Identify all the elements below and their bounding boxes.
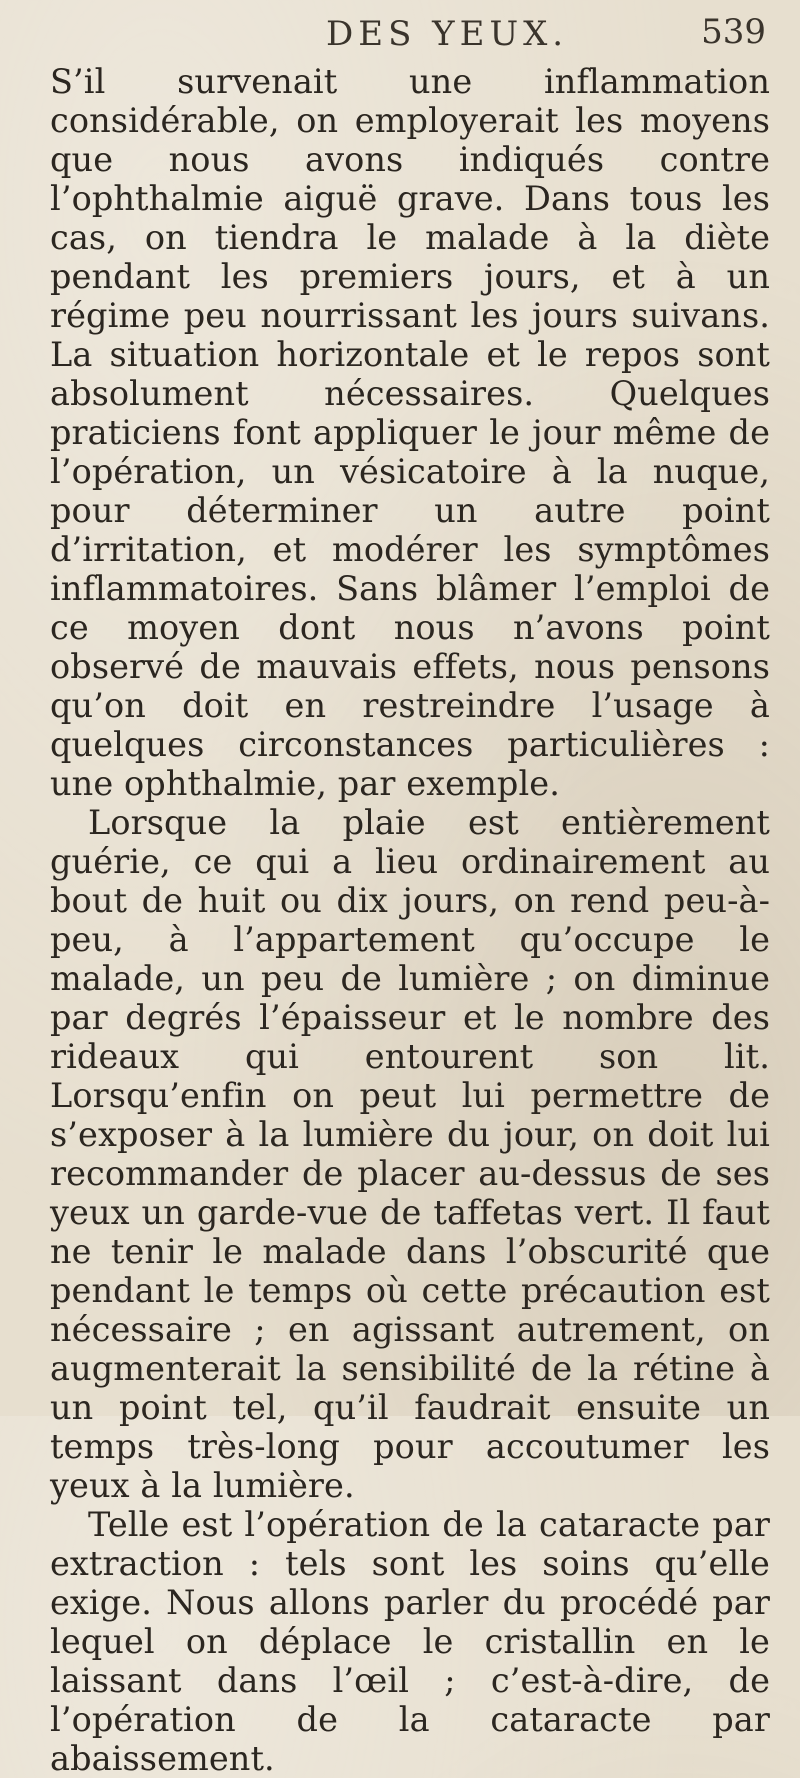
running-title: DES YEUX.: [326, 14, 569, 54]
paragraph-3: Telle est l’opération de la cataracte par extraction : tels sont les soins qu’elle exige. Nous allons parler du procédé par lequel on déplace le cristallin en le laissant dans l’œil ; c’est-à-dire, de l’opération de la cataracte par abaissement.: [50, 1505, 770, 1778]
paragraph-2: Lorsque la plaie est entièrement guérie, ce qui a lieu ordinairement au bout de huit ou dix jours, on rend peu-à-peu, à l’appartement qu’occupe le malade, un peu de lumière ; on diminue par degrés l’épaisseur et le nombre des rideaux qui entourent son lit. Lorsqu’enfin on peut lui permettre de s’exposer à la lumière du jour, on doit lui recommander de placer au-dessus de ses yeux un garde-vue de taffetas vert. Il faut ne tenir le malade dans l’obscurité que pendant le temps où cette précaution est nécessaire ; en agissant autrement, on augmenterait la sensibilité de la rétine à un point tel, qu’il faudrait ensuite un temps très-long pour accoutumer les yeux à la lumière.: [50, 803, 770, 1505]
page-header: [50, 0, 770, 62]
body-text: [50, 62, 770, 1778]
paragraph-1: S’il survenait une inflammation considérable, on employerait les moyens que nous avons indiqués contre l’ophthalmie aiguë grave. Dans tous les cas, on tiendra le malade à la diète pendant les premiers jours, et à un régime peu nourrissant les jours suivans. La situation horizontale et le repos sont absolument nécessaires. Quelques praticiens font appliquer le jour même de l’opération, un vésicatoire à la nuque, pour déterminer un autre point d’irritation, et modérer les symptômes inflammatoires. Sans blâmer l’emploi de ce moyen dont nous n’avons point observé de mauvais effets, nous pensons qu’on doit en restreindre l’usage à quelques circonstances particulières : une ophthalmie, par exemple.: [50, 62, 770, 803]
page-number: 539: [701, 12, 766, 52]
